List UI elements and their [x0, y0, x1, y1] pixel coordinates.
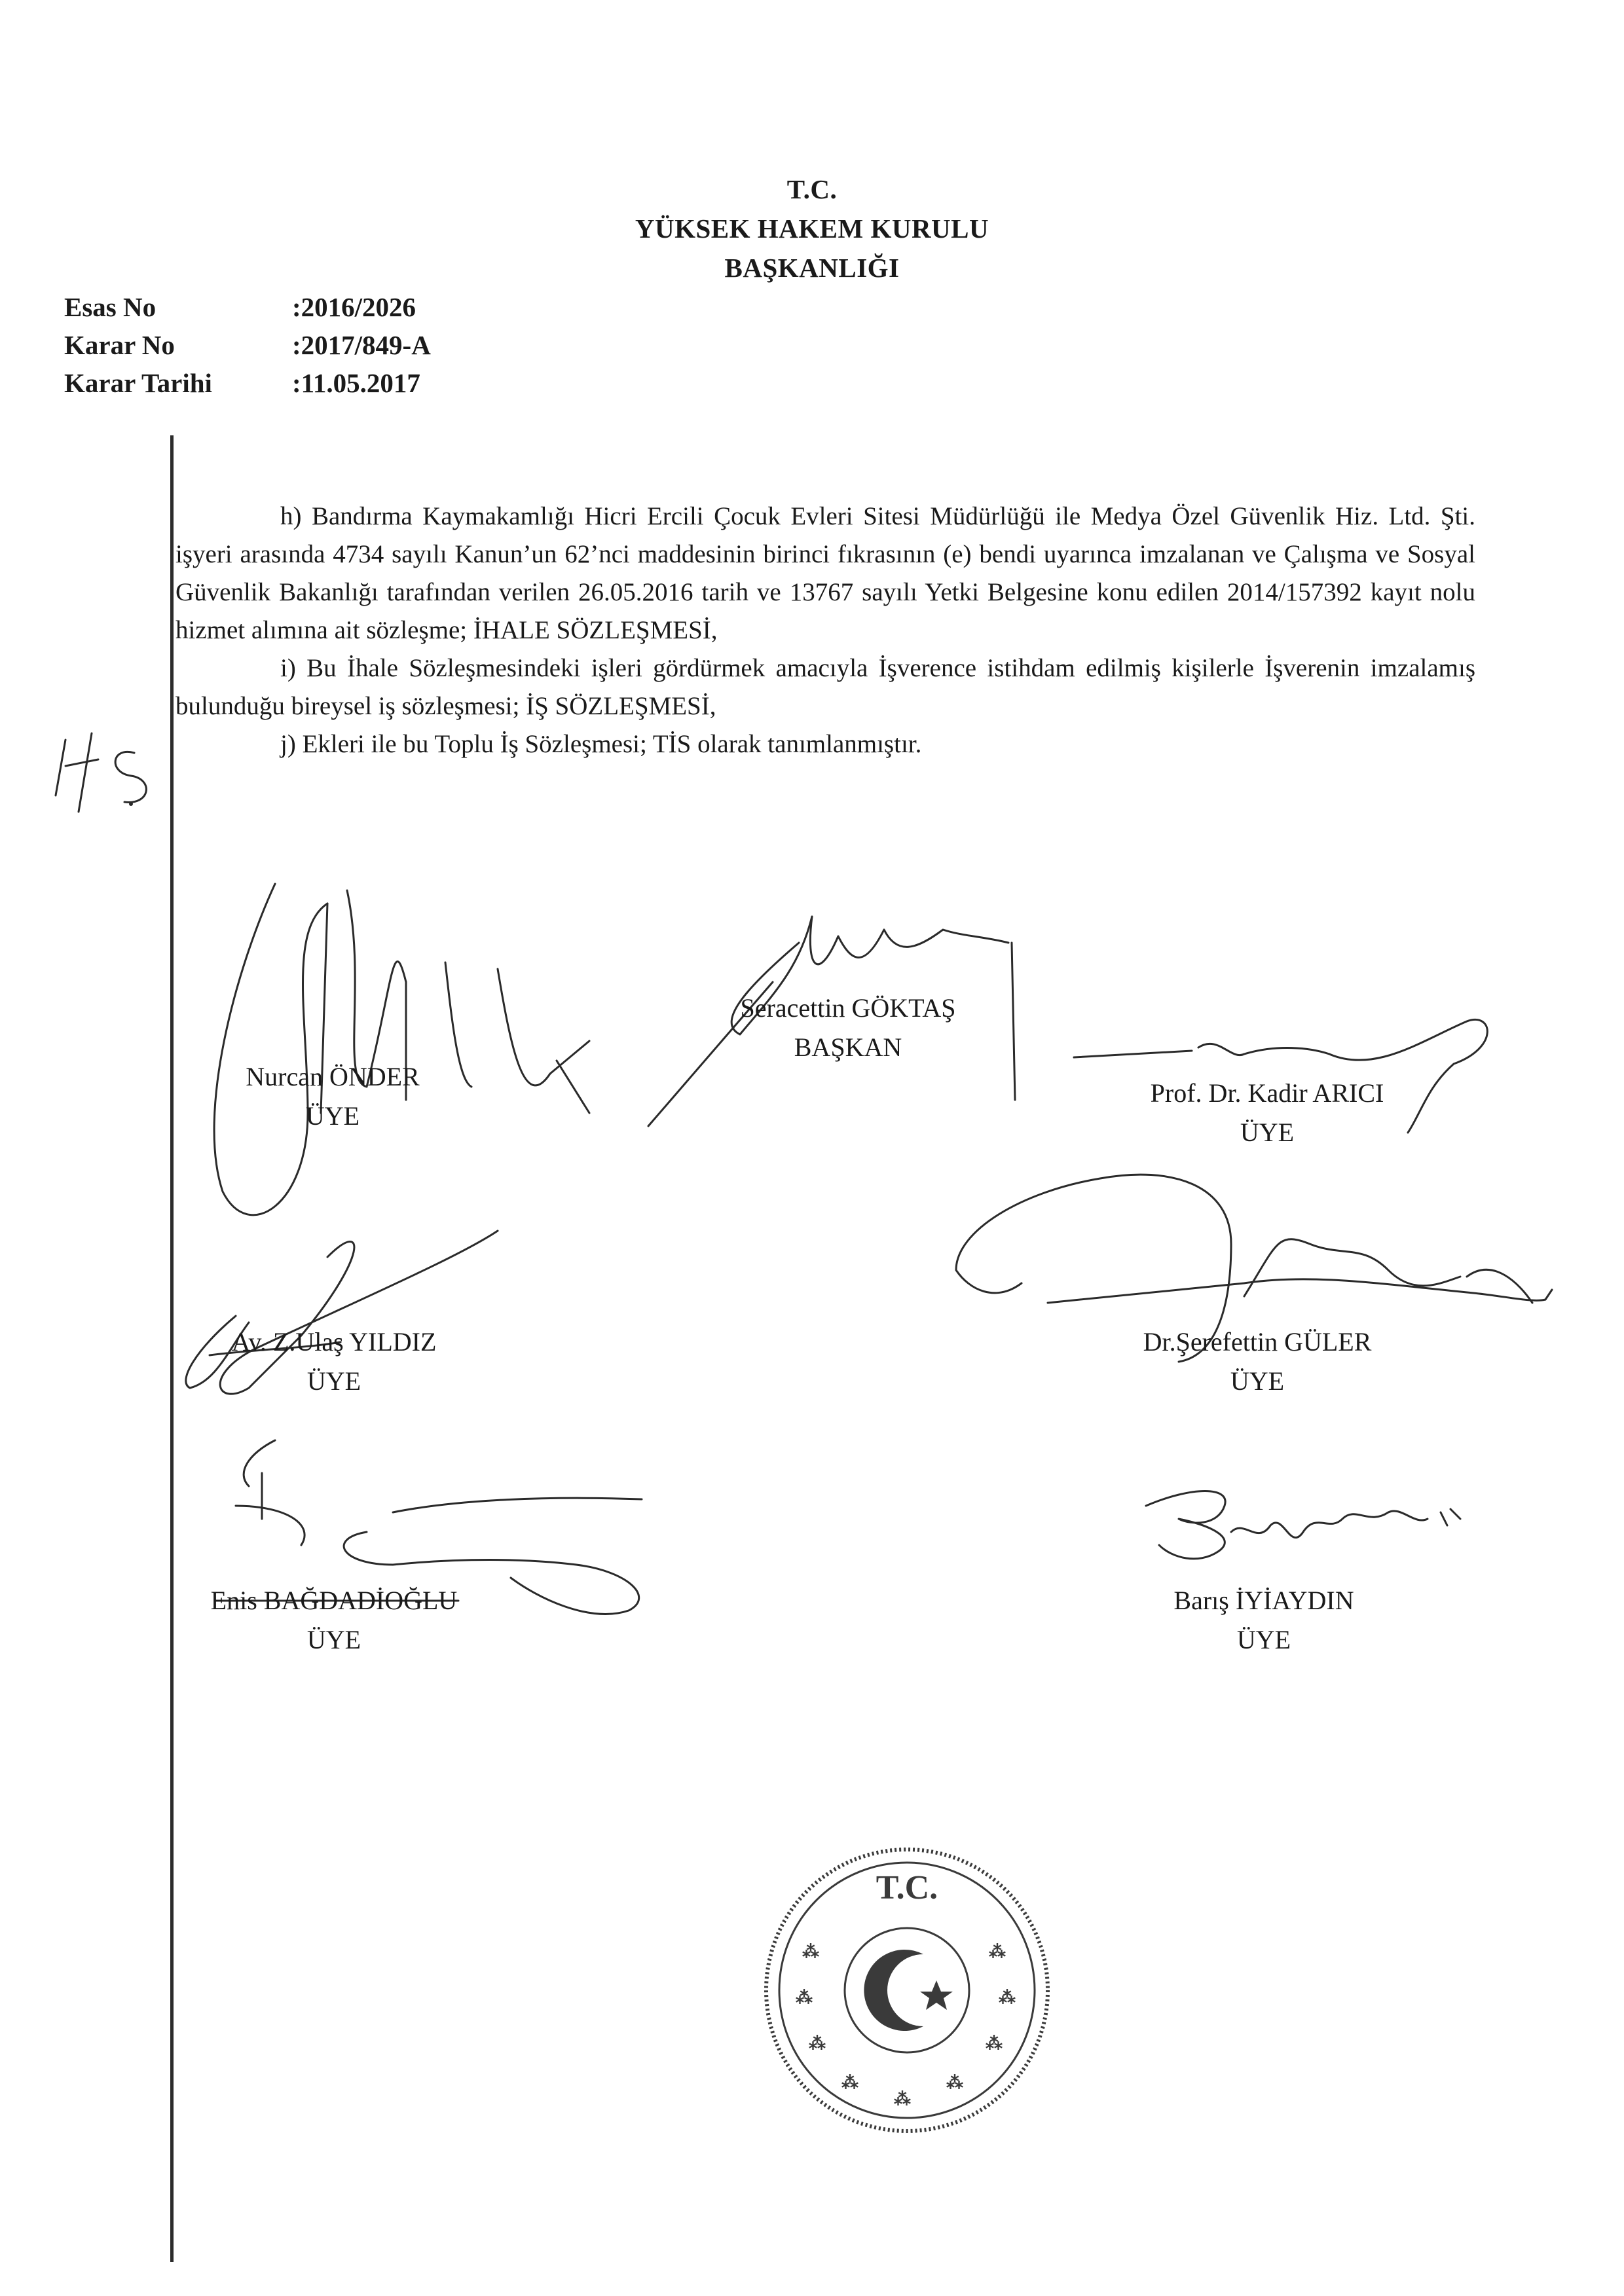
paragraph-h: h) Bandırma Kaymakamlığı Hicri Ercili Çocuk Evleri Sitesi Müdürlüğü ile Medya Özel Güvenlik Hiz. Ltd. Şti. işyeri arasında 4734 sayılı Kanun’un 62’nci maddesinin birinci fıkrasının (e) bendi uyarınca imzalanan ve Çalışma ve Sosyal Güvenlik Bakanlığı tarafından verilen 26.05.2016 tarih ve 13767 sayılı Yetki Belgesine konu edilen 2014/157392 kayıt nolu hizmet alımına ait sözleşme; İHALE SÖZLEŞMESİ,: [175, 502, 1475, 644]
margin-initials-signature: [56, 733, 146, 812]
signatory-role: ÜYE: [306, 1625, 361, 1654]
svg-text:⁂: ⁂: [946, 2073, 963, 2092]
header-tc: T.C.: [786, 174, 838, 204]
svg-text:⁂: ⁂: [894, 2090, 911, 2109]
signatory-serefettin-guler: [1048, 1322, 1467, 1401]
svg-text:⁂: ⁂: [802, 1942, 819, 1961]
signatory-ulas-yildiz: [124, 1322, 544, 1401]
svg-text:⁂: ⁂: [809, 2034, 826, 2053]
meta-value: :11.05.2017: [292, 368, 420, 398]
signatory-role: ÜYE: [305, 1101, 360, 1131]
seal-text: T.C.: [876, 1869, 938, 1906]
signatory-nurcan-onder: [123, 1057, 542, 1136]
signatory-kadir-arici: [1058, 1074, 1477, 1152]
signature-baris-iyiaydin: [1146, 1491, 1460, 1559]
signatory-role: BAŞKAN: [794, 1032, 902, 1062]
paragraph-i: i) Bu İhale Sözleşmesindeki işleri gördürmek amacıyla İşverence istihdam edilmiş kişilerle İşverenin imzalamış bulunduğu bireysel iş sözleşmesi; İŞ SÖZLEŞMESİ,: [175, 654, 1475, 720]
signatory-role: ÜYE: [1236, 1625, 1291, 1654]
meta-label: Karar No: [64, 330, 175, 360]
svg-text:⁂: ⁂: [989, 1942, 1006, 1961]
svg-text:⁂: ⁂: [796, 1988, 813, 2007]
meta-esas-no: [64, 291, 416, 323]
signatory-role: ÜYE: [1230, 1366, 1285, 1396]
meta-karar-no: [64, 329, 431, 361]
signatory-enis-bagdadioglu: [124, 1581, 544, 1660]
meta-label: Karar Tarihi: [64, 368, 212, 398]
signatory-role: ÜYE: [306, 1366, 361, 1396]
signatory-name: Dr.Şerefettin GÜLER: [1143, 1327, 1372, 1357]
signatory-name: Enis BAĞDADİOĞLU: [210, 1586, 458, 1615]
document-body: [175, 498, 1475, 763]
signature-nurcan-onder: [214, 884, 589, 1215]
signatory-name: Barış İYİAYDIN: [1173, 1586, 1354, 1615]
signatory-baris-iyiaydin: [1054, 1581, 1473, 1660]
paragraph-j: j) Ekleri ile bu Toplu İş Sözleşmesi; TİS olarak tanımlanmıştır.: [280, 730, 922, 758]
header-institution: YÜKSEK HAKEM KURULU: [635, 213, 989, 244]
signatory-role: ÜYE: [1240, 1118, 1295, 1147]
svg-text:⁂: ⁂: [986, 2034, 1003, 2053]
signatory-seracettin-goktas: [638, 989, 1058, 1067]
meta-value: :2016/2026: [292, 292, 416, 322]
header-presidency: BAŞKANLIĞI: [724, 253, 900, 283]
meta-value: :2017/849-A: [292, 330, 431, 360]
signatory-name: Prof. Dr. Kadir ARICI: [1150, 1078, 1384, 1108]
signatory-name: Nurcan ÖNDER: [246, 1062, 420, 1091]
signatory-name: Av. Z.Ulaş YILDIZ: [231, 1327, 437, 1357]
meta-karar-tarihi: [64, 367, 420, 399]
signatory-name: Seracettin GÖKTAŞ: [740, 993, 956, 1023]
official-seal: [756, 1840, 1058, 2141]
meta-label: Esas No: [64, 292, 157, 322]
svg-text:⁂: ⁂: [999, 1988, 1016, 2007]
svg-text:⁂: ⁂: [841, 2073, 858, 2092]
